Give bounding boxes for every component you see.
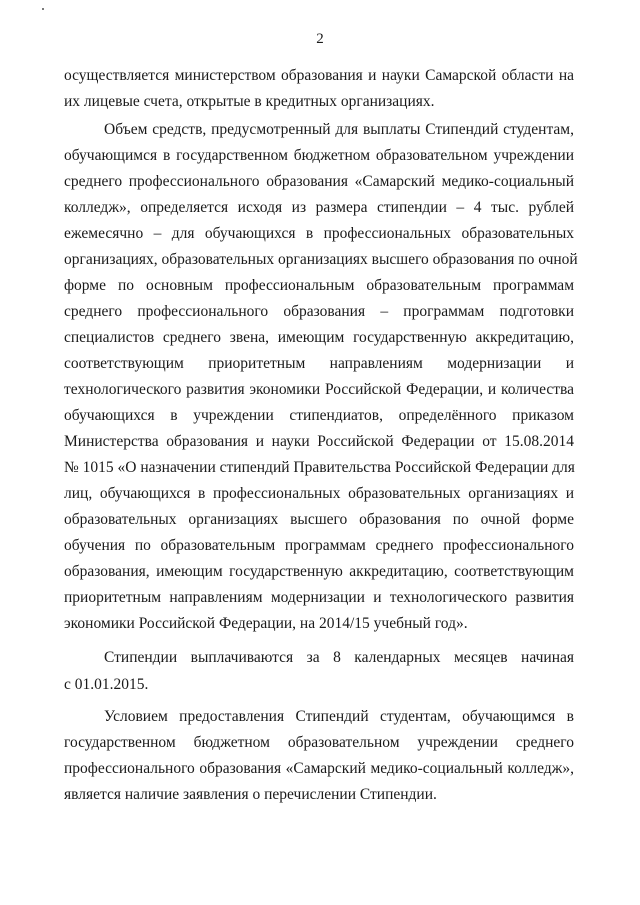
paragraph-2-line-17: обучения по образовательным программам среднего профессионального bbox=[64, 537, 574, 554]
paragraph-2-line-9: специалистов среднего звена, имеющим государственную аккредитацию, bbox=[64, 329, 574, 346]
paragraph-4-line-2: государственном бюджетном образовательном учреждении среднего bbox=[64, 734, 574, 751]
page-number: 2 bbox=[316, 31, 324, 47]
paragraph-2-line-2: обучающимся в государственном бюджетном образовательном учреждении bbox=[64, 147, 574, 164]
paragraph-4-line-1: Условием предоставления Стипендий студентам, обучающимся в bbox=[104, 708, 574, 725]
paragraph-1-line-2: их лицевые счета, открытые в кредитных организациях. bbox=[64, 93, 435, 110]
paragraph-2-line-18: образования, имеющим государственную аккредитацию, соответствующим bbox=[64, 563, 574, 580]
paragraph-2-line-15: лиц, обучающихся в профессиональных образовательных организациях и bbox=[64, 485, 574, 502]
paragraph-4-line-4: является наличие заявления о перечислении Стипендии. bbox=[64, 786, 437, 803]
paragraph-2-line-19: приоритетным направлениям модернизации и технологического развития bbox=[64, 589, 574, 606]
paragraph-3-line-1: Стипендии выплачиваются за 8 календарных месяцев начиная bbox=[104, 649, 574, 666]
paragraph-2-line-4: колледж», определяется исходя из размера стипендии – 4 тыс. рублей bbox=[64, 199, 574, 216]
paragraph-2-line-1: Объем средств, предусмотренный для выплаты Стипендий студентам, bbox=[104, 121, 574, 138]
paragraph-2-line-11: технологического развития экономики Российской Федерации, и количества bbox=[64, 381, 574, 398]
paragraph-3-line-2: с 01.01.2015. bbox=[64, 676, 149, 693]
paragraph-2-line-16: образовательных организациях высшего образования по очной форме bbox=[64, 511, 574, 528]
paragraph-2-line-6: организациях, образовательных организациях высшего образования по очной bbox=[64, 251, 578, 268]
paragraph-2-line-5: ежемесячно – для обучающихся в профессиональных образовательных bbox=[64, 225, 574, 242]
scan-speck bbox=[42, 8, 44, 10]
paragraph-2-line-8: среднего профессионального образования – программам подготовки bbox=[64, 303, 574, 320]
paragraph-1-line-1: осуществляется министерством образования и науки Самарской области на bbox=[64, 67, 574, 84]
paragraph-2-line-3: среднего профессионального образования «Самарский медико-социальный bbox=[64, 173, 574, 190]
paragraph-2-line-7: форме по основным профессиональным образовательным программам bbox=[64, 277, 574, 294]
paragraph-2-line-14: № 1015 «О назначении стипендий Правительства Российской Федерации для bbox=[64, 459, 575, 476]
paragraph-2-line-20: экономики Российской Федерации, на 2014/15 учебный год». bbox=[64, 615, 468, 632]
paragraph-2-line-13: Министерства образования и науки Российской Федерации от 15.08.2014 bbox=[64, 433, 574, 450]
paragraph-2-line-12: обучающихся в учреждении стипендиатов, определённого приказом bbox=[64, 407, 574, 424]
paragraph-4-line-3: профессионального образования «Самарский медико-социальный колледж», bbox=[64, 760, 574, 777]
paragraph-2-line-10: соответствующим приоритетным направлениям модернизации и bbox=[64, 355, 574, 372]
